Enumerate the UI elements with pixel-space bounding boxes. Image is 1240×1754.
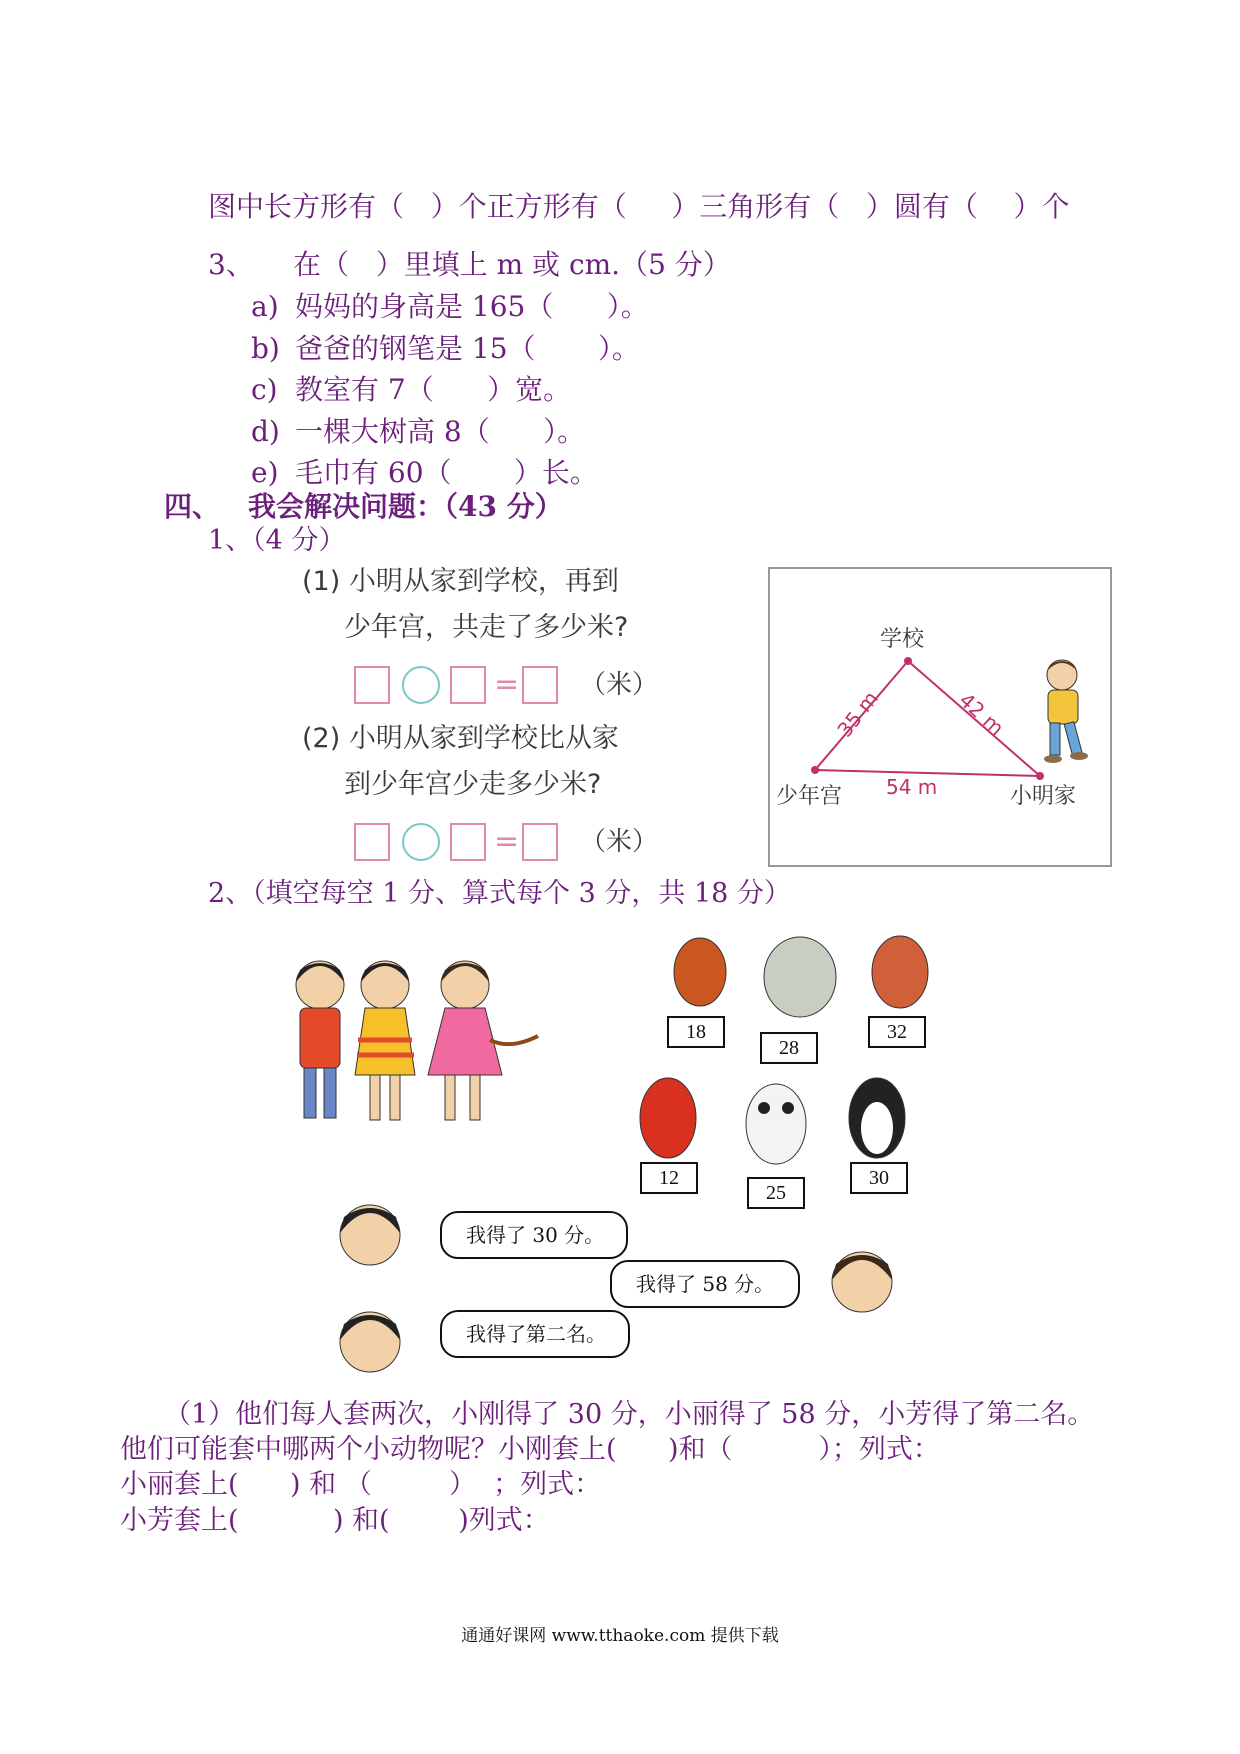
q4-1-sub1-line2: 少年宫，共走了多少米? [344,612,629,643]
question-line-2: 他们可能套中哪两个小动物呢？小刚套上( )和（ ）；列式： [120,1434,940,1465]
girl2-avatar-illustration [330,1300,410,1380]
score-box-dog: 18 [667,1016,725,1048]
deer-icon [872,936,928,1008]
walking-boy-illustration [1026,657,1100,769]
q3-d-label: d) [251,415,280,448]
three-children-illustration [270,950,550,1140]
question-line-3: 小丽套上( ) 和 （ ） ；列式： [120,1469,602,1500]
answer-box[interactable] [354,666,390,704]
animals-bottom-row-illustration [630,1068,920,1168]
q4-1-sub2-line2: 到少年宫少走多少米? [344,769,602,800]
answer-box[interactable] [450,666,486,704]
speech-bubble-xiaoli: 我得了 58 分。 [610,1260,800,1308]
panda-icon [746,1084,806,1164]
q3-e-label: e) [251,456,279,489]
section4-number: 四、 [164,490,221,523]
distance-42m: 42 m [954,687,1009,741]
score-box-elephant: 28 [760,1032,818,1064]
q3-b-label: b) [251,332,280,365]
q3-d-text: 一棵大树高 8（ ）。 [295,415,586,448]
q3-b-text: 爸爸的钢笔是 15（ ）。 [295,332,640,365]
score-box-squirrel: 12 [640,1162,698,1194]
q3-e-text: 毛巾有 60（ ）长。 [295,456,598,489]
question-line-4: 小芳套上( ) 和( )列式： [120,1505,550,1536]
unit-meters: （米） [580,670,659,700]
speech-bubble-xiaogang: 我得了 30 分。 [440,1211,628,1259]
route-map-figure [768,567,1112,867]
answer-box[interactable] [522,823,558,861]
score-box-deer: 32 [868,1016,926,1048]
dog-icon [674,938,726,1006]
q3-number: 3、 [208,248,254,281]
girl-avatar-illustration [822,1240,902,1320]
answer-box[interactable] [354,823,390,861]
equals-sign: = [494,667,520,702]
unit-meters: （米） [580,827,659,857]
elephant-icon [764,937,836,1017]
label-youth-palace: 少年宫 [776,784,843,809]
section4-title: 我会解决问题：（43 分） [248,490,563,523]
q3-c-text: 教室有 7（ ）宽。 [295,373,572,406]
speech-bubble-xiaofang: 我得了第二名。 [440,1310,630,1358]
shapes-question: 图中长方形有（ ）个正方形有（ ）三角形有（ ）圆有（ ）个 [208,190,1070,223]
answer-box[interactable] [450,823,486,861]
squirrel-icon [640,1078,696,1158]
label-xiaoming-home: 小明家 [1010,784,1077,809]
score-box-panda: 25 [747,1177,805,1209]
question-line-1: （1）他们每人套两次，小刚得了 30 分，小丽得了 58 分，小芳得了第二名。 [164,1399,1095,1430]
boy-avatar-illustration [330,1193,410,1273]
q3-a-label: a) [251,290,279,323]
label-school: 学校 [880,627,925,652]
q4-1-header: 1、（4 分） [208,525,346,556]
q4-1-sub2-line1: (2) 小明从家到学校比从家 [302,723,619,754]
q3-prompt: 在（ ）里填上 m 或 cm.（5 分） [293,248,731,281]
operator-circle[interactable] [402,823,440,861]
q4-1-sub1-line1: (1) 小明从家到学校，再到 [302,566,619,597]
penguin-icon [849,1078,905,1158]
animals-top-row-illustration [660,922,940,1022]
answer-box[interactable] [522,666,558,704]
q3-a-text: 妈妈的身高是 165（ ）。 [295,290,649,323]
footer-source: 通通好课网 www.tthaoke.com 提供下载 [461,1626,779,1646]
operator-circle[interactable] [402,666,440,704]
q3-c-label: c) [251,373,278,406]
equals-sign: = [494,824,520,859]
q4-2-header: 2、（填空每空 1 分、算式每个 3 分，共 18 分） [208,878,791,909]
score-box-penguin: 30 [850,1162,908,1194]
distance-54m: 54 m [886,775,938,799]
distance-35m: 35 m [832,686,883,742]
